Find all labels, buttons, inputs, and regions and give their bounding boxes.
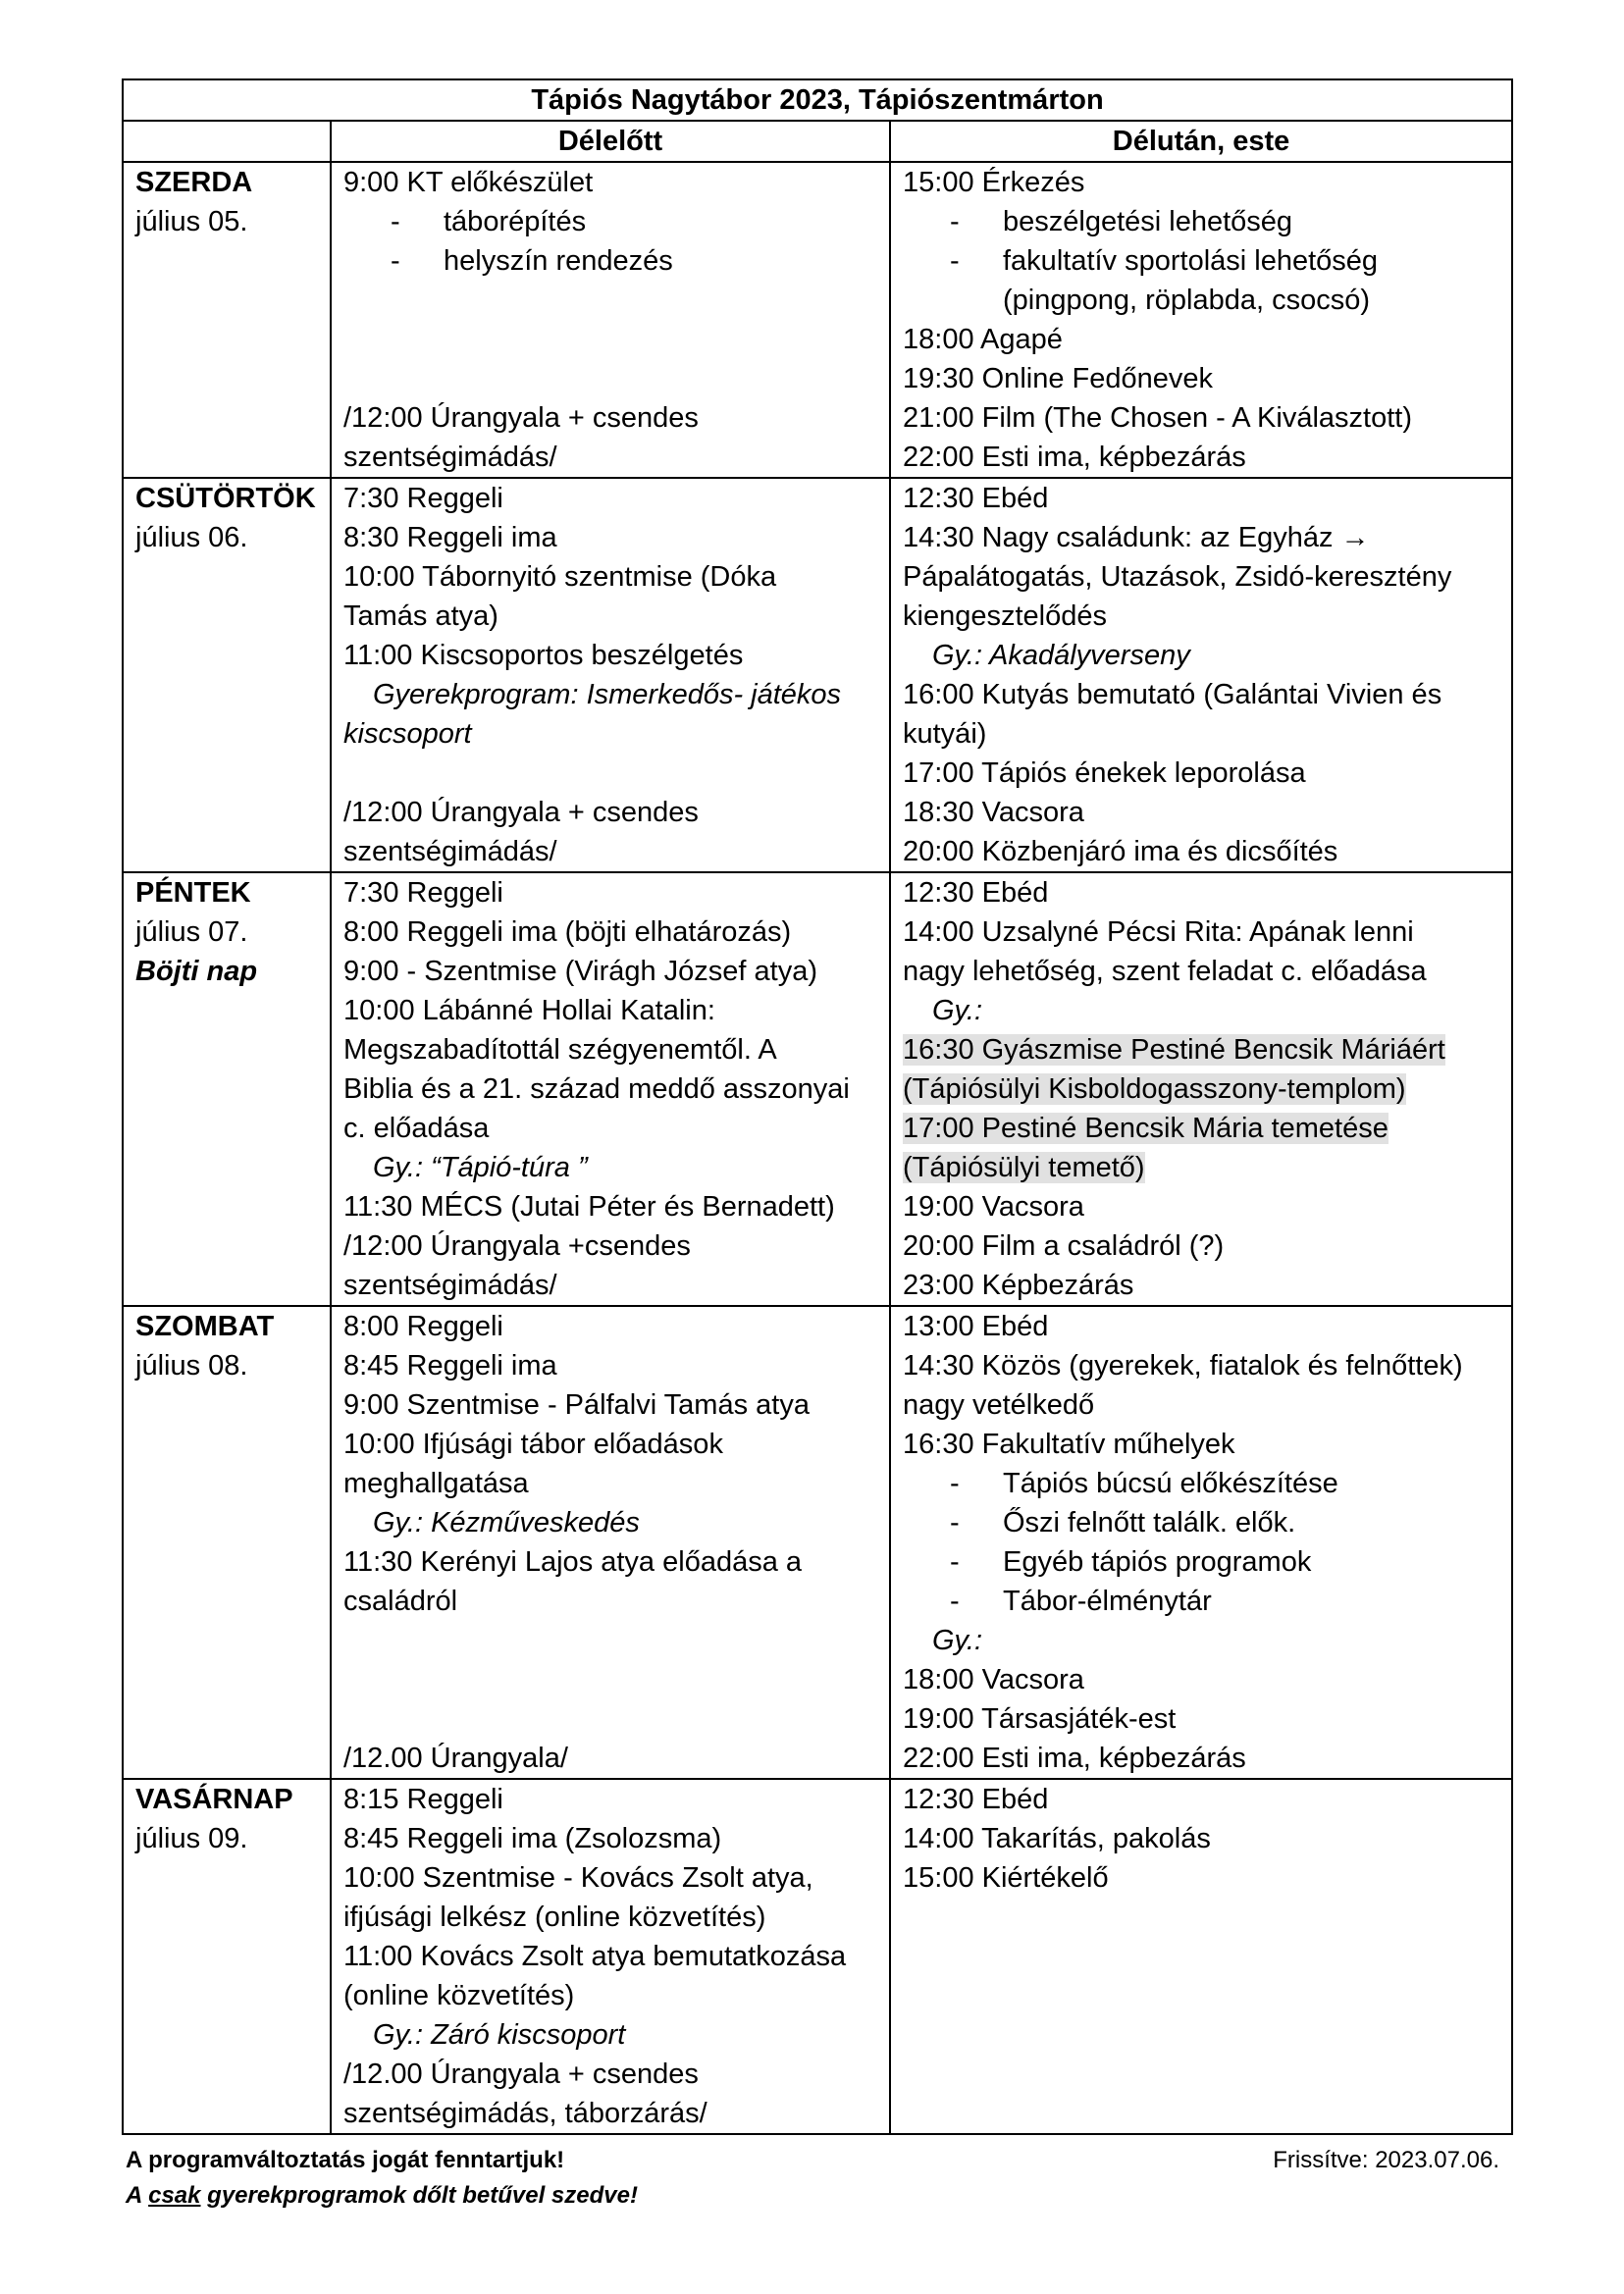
program-item: családról (343, 1586, 458, 1617)
program-item: szentségimádás/ (343, 1270, 557, 1301)
program-item: 19:00 Társasjáték-est (903, 1703, 1177, 1735)
program-item: Biblia és a 21. század meddő asszonyai (343, 1073, 850, 1105)
program-item: Pápalátogatás, Utazások, Zsidó-keresztény (903, 561, 1452, 593)
title-row (123, 79, 1512, 121)
kids-program: Gy.: (932, 995, 983, 1026)
schedule-title: Tápiós Nagytábor 2023, Tápiószentmárton (123, 79, 1512, 121)
kids-program: Gy.: Záró kiscsoport (373, 2019, 626, 2051)
program-item: 11:00 Kiscsoportos beszélgetés (343, 640, 744, 671)
morning-cell (331, 162, 890, 478)
program-item: 18:00 Agapé (903, 324, 1063, 355)
day-name: CSÜTÖRTÖK (135, 483, 316, 514)
program-item: szentségimádás, táborzárás/ (343, 2098, 707, 2129)
program-item: nagy lehetőség, szent feladat c. előadása (903, 956, 1427, 987)
kids-program: Gy.: “Tápió-túra ” (373, 1152, 588, 1183)
program-item: 15:00 Érkezés (903, 167, 1085, 198)
program-item: 21:00 Film (The Chosen - A Kiválasztott) (903, 402, 1412, 434)
kids-program: Gyerekprogram: Ismerkedős- játékos (373, 679, 842, 710)
program-item: 20:00 Közbenjáró ima és dicsőítés (903, 836, 1338, 867)
program-item: 18:00 Vacsora (903, 1664, 1084, 1695)
program-item: kutyái) (903, 718, 987, 750)
program-item: 19:00 Vacsora (903, 1191, 1084, 1223)
program-item: /12:00 Úrangyala + csendes (343, 402, 699, 434)
day-row-friday (123, 872, 1512, 1306)
morning-cell (331, 872, 890, 1306)
rights-notice: A programváltoztatás jogát fenntartjuk! (126, 2147, 565, 2173)
kids-program: Gy.: (932, 1625, 983, 1656)
program-item: 19:30 Online Fedőnevek (903, 363, 1213, 394)
program-item: 10:00 Lábánné Hollai Katalin: (343, 995, 715, 1026)
program-item: ifjúsági lelkész (online közvetítés) (343, 1902, 766, 1933)
program-item: 9:00 Szentmise - Pálfalvi Tamás atya (343, 1389, 810, 1421)
program-item: 15:00 Kiértékelő (903, 1862, 1109, 1894)
program-subitem: - Tábor-élménytár (950, 1586, 1212, 1617)
day-row-saturday (123, 1306, 1512, 1779)
day-column-header (123, 121, 331, 162)
program-item: 22:00 Esti ima, képbezárás (903, 1743, 1246, 1774)
program-item: 20:00 Film a családról (?) (903, 1230, 1225, 1262)
program-item: 23:00 Képbezárás (903, 1270, 1134, 1301)
program-item: 9:00 KT előkészület (343, 167, 594, 198)
day-row-sunday (123, 1779, 1512, 2134)
afternoon-cell (890, 162, 1512, 478)
program-item: 8:30 Reggeli ima (343, 522, 557, 553)
program-subitem: (pingpong, röplabda, csocsó) (1003, 285, 1371, 316)
program-item: szentségimádás/ (343, 442, 557, 473)
program-item: 14:00 Takarítás, pakolás (903, 1823, 1211, 1854)
afternoon-cell (890, 1779, 1512, 2134)
program-item: Megszabadítottál szégyenemtől. A (343, 1034, 777, 1066)
program-item: meghallgatása (343, 1468, 529, 1499)
kids-program: kiscsoport (343, 718, 472, 750)
program-item: szentségimádás/ (343, 836, 557, 867)
morning-column-header: Délelőtt (331, 121, 890, 162)
program-item: 10:00 Szentmise - Kovács Zsolt atya, (343, 1862, 813, 1894)
program-item: 8:00 Reggeli (343, 1311, 503, 1342)
morning-cell (331, 478, 890, 872)
program-item-highlighted: (Tápiósülyi temető) (903, 1152, 1145, 1183)
day-date: július 08. (135, 1350, 248, 1382)
program-item: /12:00 Úrangyala +csendes (343, 1230, 691, 1262)
day-row-thursday (123, 478, 1512, 872)
updated-date: Frissítve: 2023.07.06. (1273, 2147, 1499, 2173)
day-note: Böjti nap (135, 956, 258, 987)
program-item: 12:30 Ebéd (903, 877, 1049, 909)
program-item: 11:30 Kerényi Lajos atya előadása a (343, 1546, 803, 1578)
program-item: Tamás atya) (343, 600, 498, 632)
program-item-highlighted: 16:30 Gyászmise Pestiné Bencsik Máriáért (903, 1034, 1445, 1066)
program-item: kiengesztelődés (903, 600, 1107, 632)
program-item: 8:00 Reggeli ima (böjti elhatározás) (343, 916, 792, 948)
morning-cell (331, 1306, 890, 1779)
program-item: 11:30 MÉCS (Jutai Péter és Bernadett) (343, 1191, 835, 1223)
program-item: /12:00 Úrangyala + csendes (343, 797, 699, 828)
day-name: SZERDA (135, 167, 253, 198)
program-subitem: - fakultatív sportolási lehetőség (950, 245, 1379, 277)
program-item: 12:30 Ebéd (903, 483, 1049, 514)
program-item: (online közvetítés) (343, 1980, 575, 2011)
day-cell (123, 1306, 331, 1779)
program-item: 12:30 Ebéd (903, 1784, 1049, 1815)
kids-program: Gy.: Kézműveskedés (373, 1507, 640, 1538)
program-item: 10:00 Ifjúsági tábor előadások (343, 1429, 723, 1460)
day-date: július 06. (135, 522, 248, 553)
program-item: 22:00 Esti ima, képbezárás (903, 442, 1246, 473)
program-item: 16:00 Kutyás bemutató (Galántai Vivien és (903, 679, 1442, 710)
day-cell (123, 478, 331, 872)
day-cell (123, 162, 331, 478)
program-item: 8:15 Reggeli (343, 1784, 503, 1815)
program-subitem: - táborépítés (391, 206, 587, 237)
schedule-table (122, 78, 1513, 2135)
day-cell (123, 872, 331, 1306)
program-item: 8:45 Reggeli ima (Zsolozsma) (343, 1823, 722, 1854)
program-item: 11:00 Kovács Zsolt atya bemutatkozása (343, 1941, 847, 1972)
program-item: 10:00 Tábornyitó szentmise (Dóka (343, 561, 777, 593)
program-item: c. előadása (343, 1113, 490, 1144)
schedule-page (122, 78, 1511, 2135)
program-item: 14:30 Közös (gyerekek, fiatalok és felnőttek) (903, 1350, 1463, 1382)
day-date: július 07. (135, 916, 248, 948)
day-name: SZOMBAT (135, 1311, 275, 1342)
program-item: 7:30 Reggeli (343, 483, 503, 514)
day-name: PÉNTEK (135, 877, 251, 909)
program-item: nagy vetélkedő (903, 1389, 1095, 1421)
program-item: 9:00 - Szentmise (Virágh József atya) (343, 956, 818, 987)
afternoon-cell (890, 478, 1512, 872)
program-subitem: - helyszín rendezés (391, 245, 673, 277)
program-item: /12.00 Úrangyala/ (343, 1743, 568, 1774)
program-item: 14:00 Uzsalyné Pécsi Rita: Apának lenni (903, 916, 1414, 948)
program-item-highlighted: (Tápiósülyi Kisboldogasszony-templom) (903, 1073, 1406, 1105)
day-date: július 09. (135, 1823, 248, 1854)
program-item: 13:00 Ebéd (903, 1311, 1049, 1342)
program-item-highlighted: 17:00 Pestiné Bencsik Mária temetése (903, 1113, 1388, 1144)
program-item: 14:30 Nagy családunk: az Egyház → (903, 522, 1370, 553)
day-row-wednesday (123, 162, 1512, 478)
day-name: VASÁRNAP (135, 1784, 293, 1815)
program-item: 16:30 Fakultatív műhelyek (903, 1429, 1235, 1460)
kids-program: Gy.: Akadályverseny (932, 640, 1190, 671)
day-cell (123, 1779, 331, 2134)
afternoon-column-header: Délután, este (890, 121, 1512, 162)
program-subitem: - Egyéb tápiós programok (950, 1546, 1312, 1578)
program-item: 7:30 Reggeli (343, 877, 503, 909)
program-subitem: - Őszi felnőtt találk. elők. (950, 1507, 1296, 1538)
afternoon-cell (890, 1306, 1512, 1779)
program-item: 18:30 Vacsora (903, 797, 1084, 828)
program-item: 17:00 Tápiós énekek leporolása (903, 757, 1306, 789)
program-subitem: - beszélgetési lehetőség (950, 206, 1293, 237)
morning-cell (331, 1779, 890, 2134)
kids-program-note: A csak gyerekprogramok dőlt betűvel szedve! (126, 2182, 638, 2209)
column-header-row (123, 121, 1512, 162)
program-subitem: - Tápiós búcsú előkészítése (950, 1468, 1338, 1499)
program-item: /12.00 Úrangyala + csendes (343, 2059, 699, 2090)
day-date: július 05. (135, 206, 248, 237)
afternoon-cell (890, 872, 1512, 1306)
program-item: 8:45 Reggeli ima (343, 1350, 557, 1382)
